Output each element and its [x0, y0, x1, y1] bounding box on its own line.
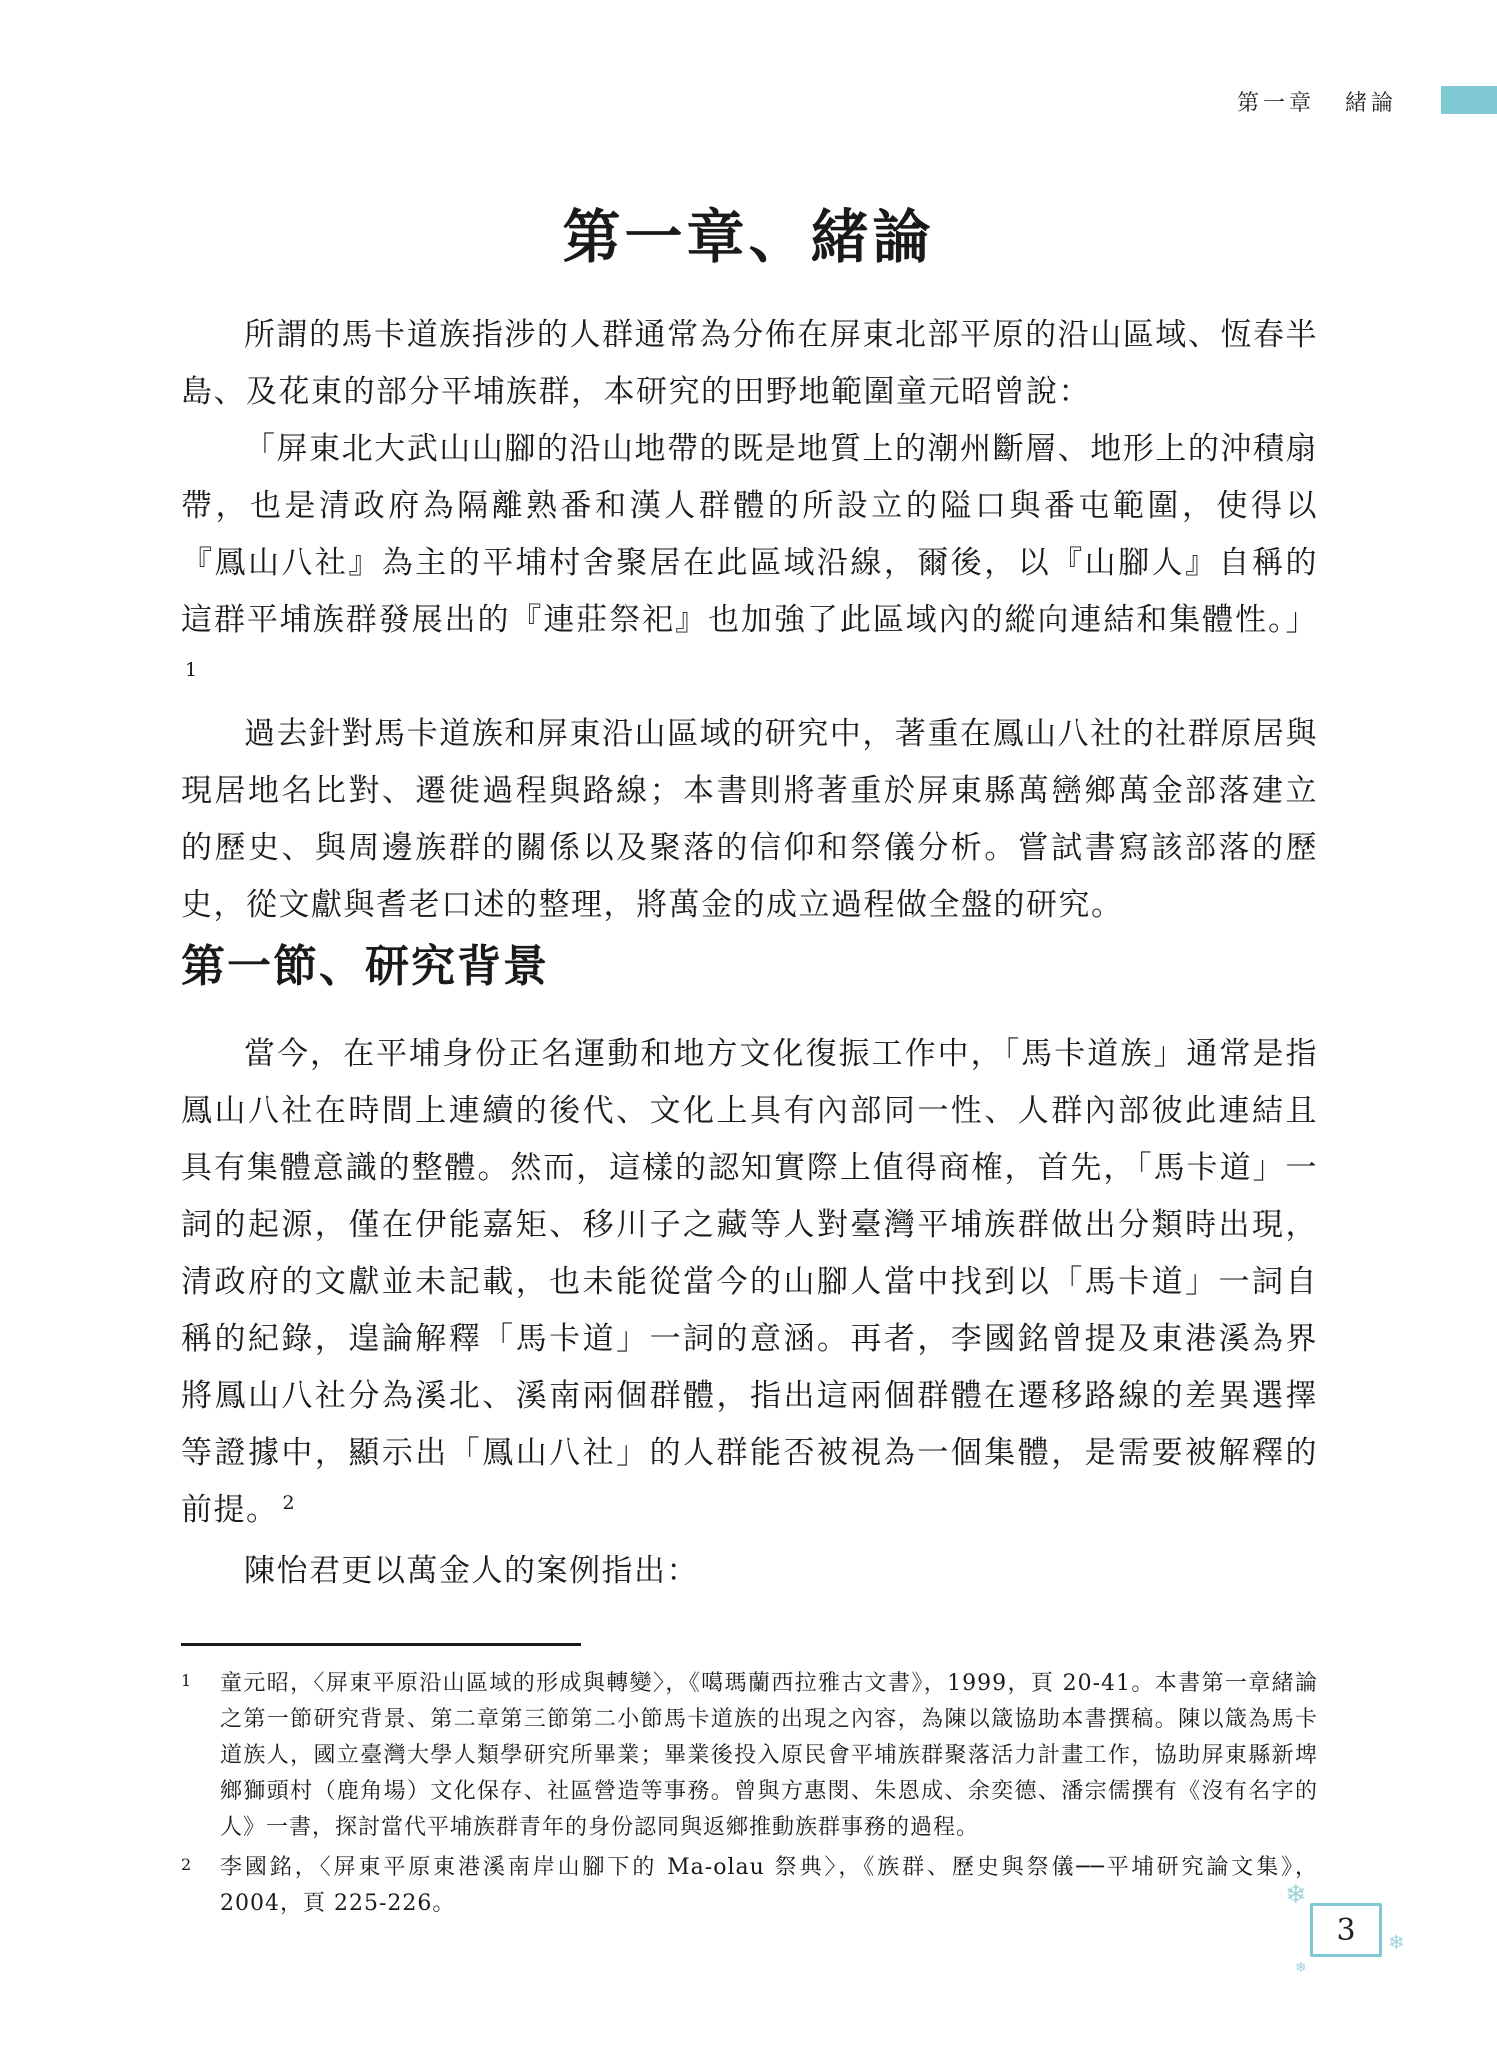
- footnote-text: 童元昭，〈屏東平原沿山區域的形成與轉變〉，《噶瑪蘭西拉雅古文書》，1999，頁 20-41。本書第一章緒論之第一節研究背景、第二章第三節第二小節馬卡道族的出現之內容，為陳以箴協助本書撰稿。陳以箴為馬卡道族人，國立臺灣大學人類學研究所畢業；畢業後投入原民會平埔族群聚落活力計畫工作，協助屏東縣新埤鄉獅頭村（鹿角場）文化保存、社區營造等事務。曾與方惠閔、朱恩成、余奕德、潘宗儒撰有《沒有名字的人》一書，探討當代平埔族群青年的身份認同與返鄉推動族群事務的過程。: [220, 1671, 1318, 1840]
- section-title: 第一節、研究背景: [181, 941, 549, 992]
- page-number-text: 3: [1336, 1912, 1356, 1948]
- intro-paragraph-2: 過去針對馬卡道族和屏東沿山區域的研究中，著重在鳳山八社的社群原居與現居地名比對、遷徙過程與路線；本書則將著重於屏東縣萬巒鄉萬金部落建立的歷史、與周邊族群的關係以及聚落的信仰和祭儀分析。嘗試書寫該部落的歷史，從文獻與耆老口述的整理，將萬金的成立過程做全盤的研究。: [181, 716, 1318, 923]
- page-number: [1310, 1903, 1382, 1957]
- intro-quote-text: 「屏東北大武山山腳的沿山地帶的既是地質上的潮州斷層、地形上的沖積扇帶，也是清政府為隔離熟番和漢人群體的所設立的隘口與番屯範圍，使得以『鳳山八社』為主的平埔村舍聚居在此區域沿線，爾後，以『山腳人』自稱的這群平埔族群發展出的『連莊祭祀』也加強了此區域內的縱向連結和集體性。」: [181, 431, 1318, 638]
- footnote-number: 1: [181, 1671, 193, 1690]
- snowflake-icon: ❄: [1295, 1960, 1307, 1976]
- footnote-ref-2[interactable]: 2: [282, 1491, 297, 1514]
- footnote-item: [181, 1850, 1318, 1922]
- running-header-chapter: 第一章: [1236, 91, 1315, 116]
- footnote-ref-1[interactable]: 1: [185, 658, 199, 681]
- section-paragraph-1: [181, 1026, 1318, 1539]
- header-color-tab: [1441, 86, 1497, 114]
- footnotes: [181, 1666, 1318, 1926]
- footnote-item: [181, 1666, 1318, 1846]
- intro-paragraph-1: 所謂的馬卡道族指涉的人群通常為分佈在屏東北部平原的沿山區域、恆春半島、及花東的部分平埔族群，本研究的田野地範圍童元昭曾說：: [181, 317, 1318, 410]
- snowflake-icon: ❄: [1285, 1880, 1307, 1910]
- footnote-separator: [181, 1643, 581, 1646]
- chapter-title: 第一章、緒論: [562, 203, 935, 271]
- intro-body: [181, 307, 1318, 934]
- footnote-text: 李國銘，〈屏東平原東港溪南岸山腳下的 Ma-olau 祭典〉，《族群、歷史與祭儀──平埔研究論文集》，2004，頁 225-226。: [220, 1855, 1318, 1916]
- footnote-number: 2: [181, 1855, 193, 1874]
- running-header: [1237, 86, 1397, 117]
- section-paragraph-1-text: 當今，在平埔身份正名運動和地方文化復振工作中，「馬卡道族」通常是指鳳山八社在時間上連續的後代、文化上具有內部同一性、人群內部彼此連結且具有集體意識的整體。然而，這樣的認知實際上值得商榷，首先，「馬卡道」一詞的起源，僅在伊能嘉矩、移川子之藏等人對臺灣平埔族群做出分類時出現，清政府的文獻並未記載，也未能從當今的山腳人當中找到以「馬卡道」一詞自稱的紀錄，遑論解釋「馬卡道」一詞的意涵。再者，李國銘曾提及東港溪為界將鳳山八社分為溪北、溪南兩個群體，指出這兩個群體在遷移路線的差異選擇等證據中，顯示出「鳳山八社」的人群能否被視為一個集體，是需要被解釋的前提。: [181, 1036, 1318, 1528]
- section-paragraph-2: 陳怡君更以萬金人的案例指出：: [244, 1553, 699, 1589]
- running-header-title: 緒論: [1344, 91, 1397, 116]
- section-body: [181, 1026, 1318, 1600]
- intro-quote: [181, 421, 1318, 706]
- snowflake-icon: ❄: [1388, 1930, 1405, 1954]
